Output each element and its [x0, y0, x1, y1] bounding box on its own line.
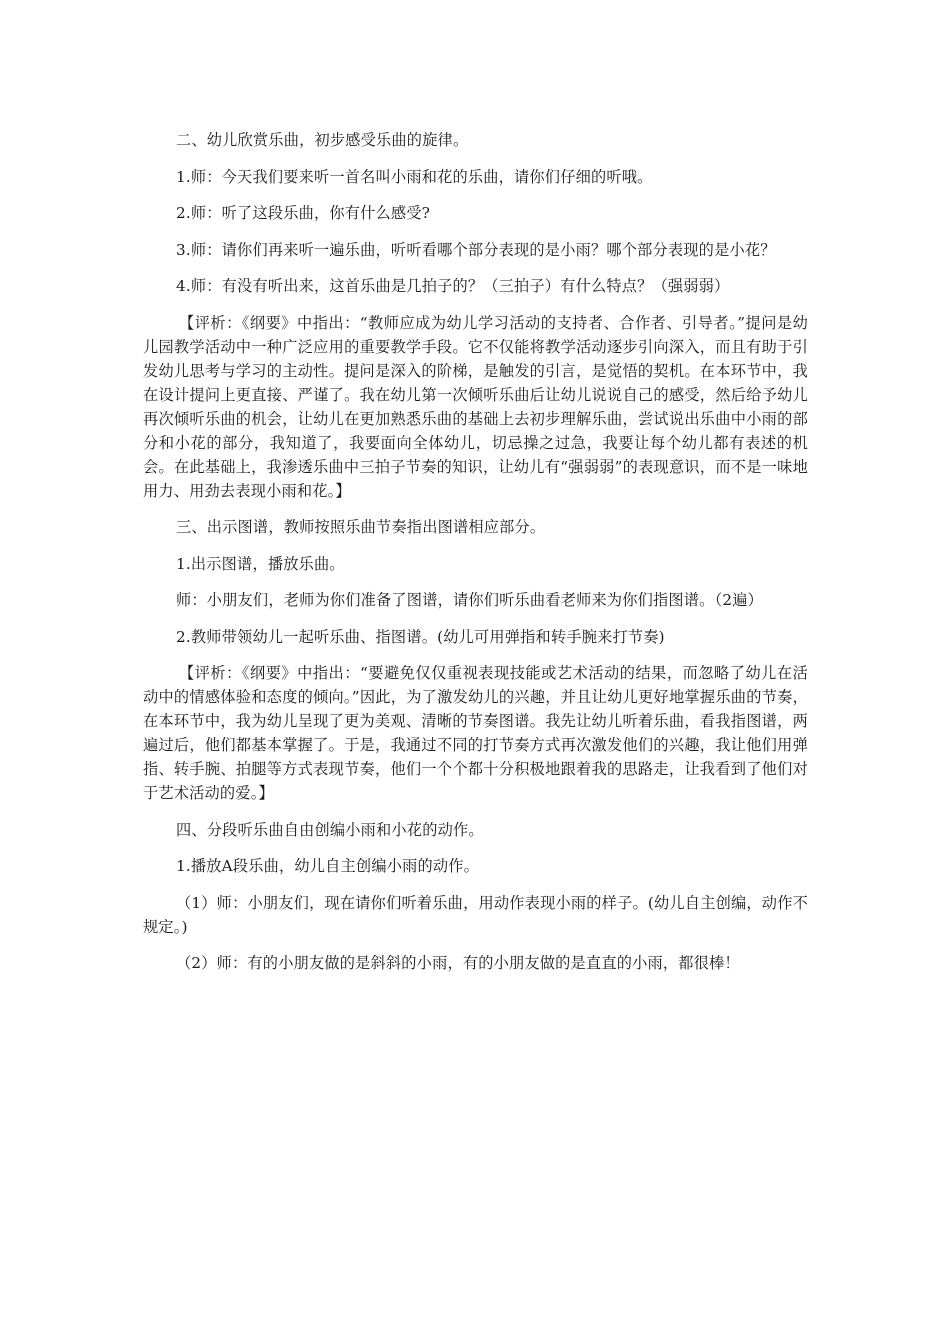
- paragraph: 1.播放A段乐曲，幼儿自主创编小雨的动作。: [176, 857, 480, 875]
- paragraph: 3.师：请你们再来听一遍乐曲，听听看哪个部分表现的是小雨？哪个部分表现的是小花？: [176, 240, 776, 259]
- document-body: [143, 128, 808, 975]
- paragraph: （1）师：小朋友们，现在请你们听着乐曲，用动作表现小雨的样子。(幼儿自主创编，动作不规定。): [143, 893, 808, 936]
- section-heading-3: 三、出示图谱，教师按照乐曲节奏指出图谱相应部分。: [176, 518, 546, 536]
- commentary-paragraph: 【评析：《纲要》中指出：“教师应成为幼儿学习活动的支持者、合作者、引导者。”提问是幼儿园教学活动中一种广泛应用的重要教学手段。它不仅能将教学活动逐步引向深入，而且有助于引发幼儿思考与学习的主动性。提问是深入的阶梯，是触发的引言，是觉悟的契机。在本环节中，我在设计提问上更直接、严谨了。我在幼儿第一次倾听乐曲后让幼儿说说自己的感受，然后给予幼儿再次倾听乐曲的机会，让幼儿在更加熟悉乐曲的基础上去初步理解乐曲，尝试说出乐曲中小雨的部分和小花的部分，我知道了，我要面向全体幼儿，切忌操之过急，我要让每个幼儿都有表述的机会。在此基础上，我渗透乐曲中三拍子节奏的知识，让幼儿有“强弱弱”的表现意识，而不是一味地用力、用劲去表现小雨和花。】: [143, 313, 808, 500]
- paragraph: （2）师：有的小朋友做的是斜斜的小雨，有的小朋友做的是直直的小雨，都很棒！: [176, 954, 740, 972]
- paragraph: 2.师：听了这段乐曲，你有什么感受?: [176, 204, 431, 222]
- section-heading-4: 四、分段听乐曲自由创编小雨和小花的动作。: [176, 820, 484, 839]
- paragraph: 1.出示图谱，播放乐曲。: [176, 554, 345, 573]
- paragraph: 1.师：今天我们要来听一首名叫小雨和花的乐曲，请你们仔细的听哦。: [176, 167, 653, 186]
- commentary-paragraph: 【评析：《纲要》中指出：“要避免仅仅重视表现技能或艺术活动的结果，而忽略了幼儿在活动中的情感体验和态度的倾向。”因此，为了激发幼儿的兴趣，并且让幼儿更好地掌握乐曲的节奏，在本环节中，我为幼儿呈现了更为美观、清晰的节奏图谱。我先让幼儿听着乐曲，看我指图谱，两遍过后，他们都基本掌握了。于是，我通过不同的打节奏方式再次激发他们的兴趣，我让他们用弹指、转手腕、拍腿等方式表现节奏，他们一个个都十分积极地跟着我的思路走，让我看到了他们对于艺术活动的爱。】: [143, 664, 808, 802]
- paragraph: 师：小朋友们，老师为你们准备了图谱，请你们听乐曲看老师来为你们指图谱。（2遍）: [176, 591, 763, 609]
- section-heading-2: 二、幼儿欣赏乐曲，初步感受乐曲的旋律。: [176, 131, 469, 149]
- paragraph: 2.教师带领幼儿一起听乐曲、指图谱。(幼儿可用弹指和转手腕来打节奏): [176, 627, 665, 646]
- paragraph: 4.师：有没有听出来，这首乐曲是几拍子的？（三拍子）有什么特点？（强弱弱）: [176, 277, 730, 295]
